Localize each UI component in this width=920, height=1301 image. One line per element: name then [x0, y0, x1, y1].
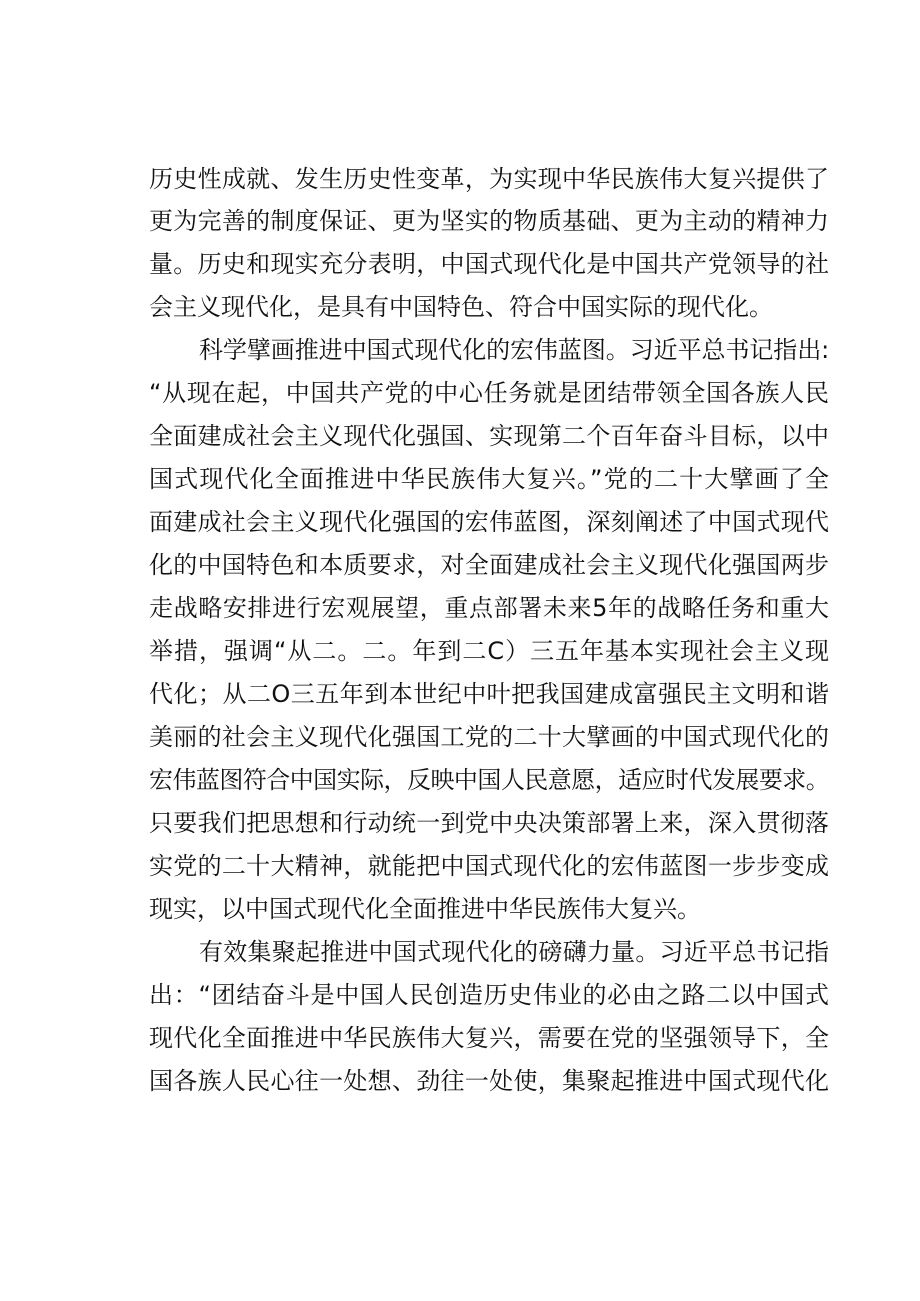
- paragraph-line-17: 实党的二十大精神，就能把中国式现代化的宏伟蓝图一步步变成: [149, 852, 829, 880]
- paragraph-line-7: 全面建成社会主义现代化强国、实现第二个百年奋斗目标，以中: [149, 422, 829, 450]
- paragraph-line-4: 会主义现代化，是具有中国特色、符合中国实际的现代化。: [149, 293, 773, 321]
- paragraph-line-6: “从现在起，中国共产党的中心任务就是团结带领全国各族人民: [149, 379, 829, 407]
- paragraph-line-9: 面建成社会主义现代化强国的宏伟蓝图，深刻阐述了中国式现代: [149, 508, 829, 536]
- paragraph-line-15: 宏伟蓝图符合中国实际，反映中国人民意愿，适应时代发展要求。: [149, 766, 829, 794]
- paragraph-line-20: 出：“团结奋斗是中国人民创造历史伟业的必由之路二以中国式: [149, 981, 829, 1009]
- paragraph-line-18: 现实，以中国式现代化全面推进中华民族伟大复兴。: [149, 895, 701, 923]
- paragraph-line-21: 现代化全面推进中华民族伟大复兴，需要在党的坚强领导下，全: [149, 1024, 829, 1052]
- paragraph-line-11: 走战略安排进行宏观展望，重点部署未来5年的战略任务和重大: [149, 594, 829, 622]
- paragraph-line-8: 国式现代化全面推进中华民族伟大复兴。”党的二十大擘画了全: [149, 465, 829, 493]
- paragraph-line-14: 美丽的社会主义现代化强国工党的二十大擘画的中国式现代化的: [149, 723, 829, 751]
- paragraph-line-16: 只要我们把思想和行动统一到党中央决策部署上来，深入贯彻落: [149, 809, 829, 837]
- paragraph-line-3: 量。历史和现实充分表明，中国式现代化是中国共产党领导的社: [149, 250, 829, 278]
- paragraph-line-12: 举措，强调“从二。二。年到二C）三五年基本实现社会主义现: [149, 637, 829, 665]
- paragraph-line-5: 科学擘画推进中国式现代化的宏伟蓝图。习近平总书记指出:: [199, 336, 829, 364]
- paragraph-line-22: 国各族人民心往一处想、劲往一处使，集聚起推进中国式现代化: [149, 1067, 829, 1095]
- paragraph-line-10: 化的中国特色和本质要求，对全面建成社会主义现代化强国两步: [149, 551, 829, 579]
- paragraph-line-2: 更为完善的制度保证、更为坚实的物质基础、更为主动的精神力: [149, 207, 829, 235]
- paragraph-line-13: 代化；从二O三五年到本世纪中叶把我国建成富强民主文明和谐: [149, 680, 829, 708]
- paragraph-line-19: 有效集聚起推进中国式现代化的磅礴力量。习近平总书记指: [199, 938, 829, 966]
- paragraph-line-1: 历史性成就、发生历史性变革，为实现中华民族伟大复兴提供了: [149, 165, 829, 193]
